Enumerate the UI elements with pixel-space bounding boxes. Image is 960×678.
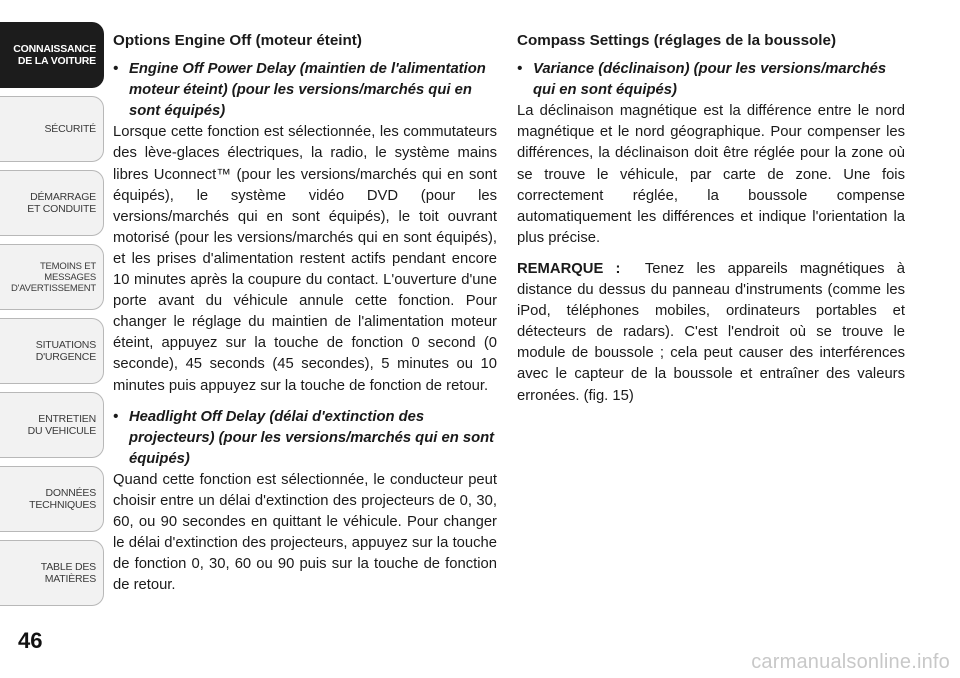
tab-label: DÉMARRAGE ET CONDUITE <box>27 191 96 215</box>
tab-demarrage-et-conduite[interactable] <box>0 170 104 236</box>
note-label: REMARQUE : <box>517 260 621 277</box>
tab-table-des-matieres[interactable] <box>0 540 104 606</box>
bullet-engine-off-power-delay <box>113 59 497 122</box>
section-heading-engine-off: Options Engine Off (moteur éteint) <box>113 32 362 49</box>
tab-securite[interactable] <box>0 96 104 162</box>
tab-label: SÉCURITÉ <box>44 123 96 135</box>
tab-situations-d-urgence[interactable] <box>0 318 104 384</box>
bullet-text: Headlight Off Delay (délai d'extinction des projecteurs) (pour les versions/marchés qui en sont équipés) <box>129 408 495 467</box>
section-heading-compass: Compass Settings (réglages de la boussole) <box>517 32 837 49</box>
chapter-tabs <box>0 22 104 614</box>
note-text: Tenez les appareils magnétiques à distance du dessus du panneau d'instruments (comme les iPod, téléphones mobiles, ordinateurs portables et détecteurs de radars). C'est l'endroit où se trouve le module de boussole ; cela peut causer des interférences avec le capteur de la boussole et entraîner des valeurs erronées. (fig. 15) <box>517 260 905 404</box>
tab-label: TEMOINS ET MESSAGES D'AVERTISSEMENT <box>10 260 96 294</box>
bullet-dot: • <box>517 61 523 78</box>
tab-label: DONNÉES TECHNIQUES <box>29 487 96 511</box>
watermark: carmanualsonline.info <box>751 651 950 673</box>
tab-donnees-techniques[interactable] <box>0 466 104 532</box>
tab-label: ENTRETIEN DU VEHICULE <box>27 413 96 437</box>
left-column <box>113 30 497 602</box>
bullet-text: Variance (déclinaison) (pour les versions/marchés qui en sont équipés) <box>533 61 887 99</box>
page-number: 46 <box>18 628 43 653</box>
tab-entretien-du-vehicule[interactable] <box>0 392 104 458</box>
bullet-text: Engine Off Power Delay (maintien de l'alimentation moteur éteint) (pour les versions/marchés qui en sont équipés) <box>129 61 486 120</box>
tab-connaissance-de-la-voiture[interactable] <box>0 22 104 88</box>
bullet-dot: • <box>113 61 119 78</box>
paragraph-variance: La déclinaison magnétique est la différence entre le nord magnétique et le nord géographique. Pour compenser les différences, la déclinaison doit être réglée pour la zone où se trouve le véhicule, par carte de zone. Une fois correctement réglée, la boussole compense automatiquement les différences et indique l'orientation la plus précise. <box>517 103 905 246</box>
tab-label: CONNAISSANCE DE LA VOITURE <box>13 43 96 67</box>
bullet-dot: • <box>113 408 119 425</box>
bullet-headlight-off-delay <box>113 407 497 470</box>
tab-label: SITUATIONS D'URGENCE <box>35 339 96 363</box>
tab-label: TABLE DES MATIÈRES <box>40 561 96 585</box>
note-paragraph <box>517 259 905 407</box>
paragraph-headlight-delay: Quand cette fonction est sélectionnée, le conducteur peut choisir entre un délai d'extinction des projecteurs de 0, 30, 60, ou 90 secondes en quittant le véhicule. Pour changer le délai d'extinction des projecteurs, appuyez sur la touche de fonction 0, 30, 60 ou 90 puis sur la touche de fonction de retour. <box>113 471 497 594</box>
bullet-variance <box>517 59 905 101</box>
tab-temoins-et-messages[interactable] <box>0 244 104 310</box>
right-column <box>517 30 905 413</box>
paragraph-power-delay: Lorsque cette fonction est sélectionnée, les commutateurs des lève-glaces électriques, la radio, le système mains libres Uconnect™ (pour les versions/marchés qui en sont équipés), le système vidéo DVD (pour les versions/marchés qui en sont équipés), le toit ouvrant motorisé (pour les versions/marchés qui en sont équipés), et les prises d'alimentation restent actifs pendant encore 10 minutes après la coupure du contact. L'ouverture d'une porte avant du véhicule annule cette fonction. Pour changer le réglage du maintien de l'alimentation moteur éteint, appuyez sur la touche de fonction 0 second (0 seconde), 45 seconds (45 secondes), 5 minutes ou 10 minutes puis appuyez sur la touche de fonction de retour. <box>113 124 497 394</box>
